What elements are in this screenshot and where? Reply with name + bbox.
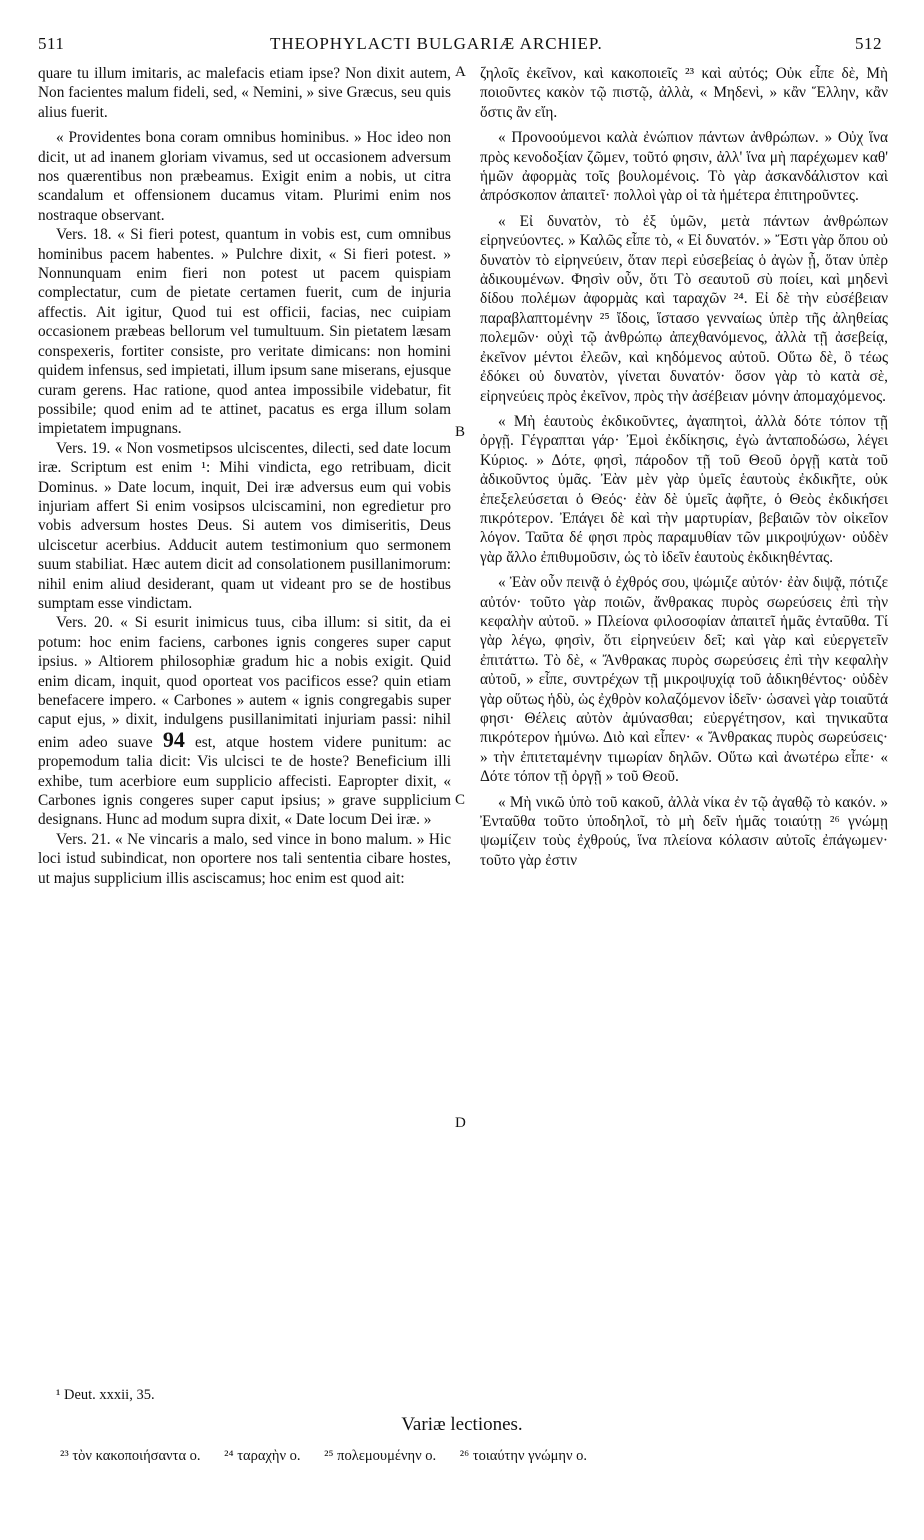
variant-reading: ²⁴ ταραχὴν ο. — [224, 1448, 301, 1464]
latin-paragraph: « Providentes bona coram omnibus hominibus. » Hoc ideo non dicit, ut ad inanem gloriam vivamus, sed ut occasionem adversum nos quærentibus non præbeamus. Exigit enim a nobis, ut citra scandalum et offensionem ducamus vitam. Plurimi enim nos nostraque observant. — [38, 129, 451, 224]
page-marker: 94 — [162, 726, 185, 752]
latin-column — [38, 64, 451, 888]
right-page-number: 512 — [855, 34, 882, 53]
footnote: ¹ Deut. xxxii, 35. — [56, 1387, 155, 1403]
greek-paragraph: « Μὴ νικῶ ὑπὸ τοῦ κακοῦ, ἀλλὰ νίκα ἐν τῷ ἀγαθῷ τὸ κακόν. » Ἐνταῦθα τοῦτο ὑποδηλοῖ, τὸ μὴ δεῖν ἡμᾶς τοιαύτῃ ²⁶ γνώμῃ ψωμίζειν τοὺς ἐχθρούς, ἵνα πλείονα κόλασιν αὐτοῖς ἐπάγωμεν· τοῦτο γὰρ ἐστιν — [480, 793, 888, 869]
latin-paragraph: Vers. 19. « Non vosmetipsos ulciscentes, dilecti, sed date locum iræ. Scriptum est enim ¹: Mihi vindicta, ego retribuam, dicit Dominus. » Date locum, inquit, Dei iræ adversus eum qui vobis injuriam affert Si enim vosipsos ulciscamini, non egredietur pro vobis adversum hostes Deus. Si autem vos dimiseritis, Deus ulciscetur acerbius. Adducit autem testimonium quo sermonem suum stabiliat. Hæc autem dicit ad consolationem pusillanimorum: nihil enim aliud desiderant, quam ut videant pro se de hostibus sumptam esse vindictam. — [38, 439, 451, 612]
left-page-number: 511 — [38, 34, 65, 53]
variant-reading: ²⁵ πολεμουμένην ο. — [324, 1448, 437, 1464]
variant-reading: ²⁶ τοιαύτην γνώμην ο. — [459, 1448, 588, 1464]
latin-text: est, atque hostem videre punitum: ac propemodum talia dicit: Vis ulcisci te de hoste? Beneficium illi exhibe, tum acerbiore eum supplicio affecisti. Eapropter dixit, « Carbones ignis congeres super caput ipsius; » grave supplicium designans. Hunc ad modum supra dixit, « Date locum Dei iræ. » — [38, 733, 451, 829]
margin-letter-a: A — [455, 64, 466, 80]
variae-lectiones-list — [60, 1448, 607, 1465]
running-title: THEOPHYLACTI BULGARIÆ ARCHIEP. — [270, 34, 603, 53]
margin-letter-b: B — [455, 424, 466, 440]
latin-paragraph: Vers. 21. « Ne vincaris a malo, sed vince in bono malum. » Hic loci istud subindicat, non oportere nos tali sententia cibare hostes, ut majus supplicium illis asciscamus; hoc enim est quod ait: — [38, 830, 451, 887]
latin-paragraph: quare tu illum imitaris, ac malefacis etiam ipse? Non dixit autem, Non facientes malum fideli, sed, « Nemini, » sive Græcus, seu quis alius fuerit. — [38, 65, 451, 121]
margin-letter-c: C — [455, 792, 466, 808]
latin-paragraph: Vers. 18. « Si fieri potest, quantum in vobis est, cum omnibus hominibus pacem habentes. » Pulchre dixit, « Si fieri potest. » Nonnunquam enim fieri non potest ut pacem quispiam complectatur, cum de pietate certamen fuerit, cum de injuria affectis. Ait igitur, Quod tui est officii, facias, nec cuipiam occasionem præbeas bellorum vel tumultuum. Sin pietatem læsam conspexeris, fortiter consiste, pro veritate dimicans: non homini quidem infensus, sed impietati, illum ipsum sane miserans, ejusque curam gerens. Hac ratione, quod antea impossibile videbatur, fit possibile; quod enim ad te attinet, pacatus es erga illum solam impietatem impugnans. — [38, 226, 451, 438]
greek-paragraph: « Προνοούμενοι καλὰ ἐνώπιον πάντων ἀνθρώπων. » Οὐχ ἵνα πρὸς κενοδοξίαν ζῶμεν, τοῦτό φησιν, ἀλλ' ἵνα μὴ παρέχωμεν καθ' ἡμῶν ἀφορμὰς τοῖς βουλομένοις. Τὸ γὰρ ἀσκανδάλιστον καὶ ἀπρόσκοπον ἀπαιτεῖ· πολλοὶ γὰρ οἱ τὰ ἡμέτερα ἐπιτηροῦντες. — [480, 129, 888, 205]
greek-column — [480, 64, 888, 870]
latin-paragraph — [38, 613, 451, 829]
variant-reading: ²³ τὸν κακοποιήσαντα ο. — [60, 1448, 201, 1464]
greek-paragraph: « Μὴ ἑαυτοὺς ἐκδικοῦντες, ἀγαπητοὶ, ἀλλὰ δότε τόπον τῇ ὀργῇ. Γέγραπται γάρ· Ἐμοὶ ἐκδίκησις, ἐγὼ ἀνταποδώσω, λέγει Κύριος. » Δότε, φησὶ, πάροδον τῇ τοῦ Θεοῦ ὀργῇ κατὰ τοῦ ἀδικοῦντος ὑμᾶς. Ἐὰν μὲν γὰρ ὑμεῖς ἑαυτοὺς ἐκδικῆτε, οὐκ ἐπεξελεύσεται ὁ Θεός· ἐὰν δὲ ὑμεῖς ἀφῆτε, ὁ Θεὸς ἐκδικήσει πικρότερον. Ἐπάγει δὲ καὶ τὴν μαρτυρίαν, βεβαιῶν τὸν οἰκεῖον λόγον. Ταῦτα δέ φησι πρὸς παραμυθίαν τῶν μικροψύχων· οὐδὲν γὰρ ἄλλο ἐπιθυμοῦσιν, ὡς τὸ ἰδεῖν ἑαυτοὺς ἐκδικηθέντας. — [480, 412, 888, 566]
variae-lectiones-title: Variæ lectiones. — [401, 1414, 523, 1435]
margin-letter-d: D — [455, 1115, 466, 1131]
latin-text: Vers. 20. « Si esurit inimicus tuus, ciba illum: si sitit, da ei potum: hoc enim faciens, carbones ignis congeres super caput ipsius. » Altiorem philosophiæ gradum hic a nobis exigit. Quid enim dicam, inquit, quod oporteat vos pacificos esse? quin etiam benefacere impero. « Carbones » autem « ignis congregabis super caput ejus, » dixit, indulgens pusillanimitati injuriam passi: nihil enim adeo suave — [38, 614, 451, 751]
greek-paragraph: « Ἐὰν οὖν πεινᾷ ὁ ἐχθρός σου, ψώμιζε αὐτόν· ἐὰν διψᾷ, πότιζε αὐτόν· τοῦτο γὰρ ποιῶν, ἄνθρακας πυρὸς σωρεύσεις ἐπὶ τὴν κεφαλὴν αὐτοῦ. » Πλείονα φιλοσοφίαν ἀπαιτεῖ ἡμᾶς ἐνταῦθα. Τί γὰρ λέγω, φησὶν, ὅτι εἰρηνεύειν δεῖ; καὶ γὰρ καὶ εὐεργετεῖν ἐπιτάττω. Τὸ δὲ, « Ἄνθρακας πυρὸς σωρεύσεις ἐπὶ τὴν κεφαλὴν αὐτοῦ, » εἶπε, συντρέχων τῇ μικροψυχίᾳ τοῦ ἀδικηθέντος· οὐδὲν γὰρ οὕτως ἡδὺ, ὡς ἐχθρὸν κολαζόμενον ἰδεῖν· ὡσανεὶ γὰρ τοιαῦτά φησι· Θέλεις αὐτὸν ἀμύνασθαι; εὐεργέτησον, καὶ τηνικαῦτα πικρότερον ἡμύνω. Διὸ καὶ εἶπεν· « Ἄνθρακας πυρὸς σωρεύσεις· » τὴν ἐπιτεταμένην τιμωρίαν δηλῶν. Οὕτω καὶ ἀνωτέρω εἶπε· « Δότε τόπον τῇ ὀργῇ » τοῦ Θεοῦ. — [480, 574, 888, 786]
greek-paragraph: « Εἰ δυνατὸν, τὸ ἐξ ὑμῶν, μετὰ πάντων ἀνθρώπων εἰρηνεύοντες. » Καλῶς εἶπε τὸ, « Εἰ δυνατόν. » Ἔστι γὰρ ὅπου οὐ δυνατὸν τὸ εἰρηνεύειν, ὅταν περὶ εὐσεβείας ὁ ἀγὼν ᾖ, ὅταν ὑπὲρ ἀδικουμένων. Φησὶν οὖν, ὅτι Τὸ σεαυτοῦ σὺ ποίει, καὶ μηδενὶ δίδου πολέμων ἀφορμὰς καὶ ταραχῶν ²⁴. Εἰ δὲ τὴν εὐσέβειαν παραβλαπτομένην ²⁵ ἴδοις, ἵστασο γενναίως ὑπὲρ τῆς ἀληθείας πολεμῶν· οὐχὶ τῷ ἀνθρώπῳ ἀπεχθανόμενος, ἀλλὰ τῇ ἀσεβείᾳ, ἐκεῖνον μέντοι ἐλεῶν, καὶ κηδόμενος αὐτοῦ. Οὕτω δὲ, ὃ τέως ἐδόκει οὐ δυνατὸν, γίνεται δυνατόν· ὅσον γὰρ τὸ κατὰ σὲ, εἰρηνεύεις πρὸς ἐκεῖνον, πρὸς τὴν ἀσέβειαν μόνην ἀπομαχόμενος. — [480, 212, 888, 405]
greek-paragraph: ζηλοῖς ἐκεῖνον, καὶ κακοποιεῖς ²³ καὶ αὐτός; Οὐκ εἶπε δὲ, Μὴ ποιοῦντες κακὸν τῷ πιστῷ, ἀλλὰ, « Μηδενὶ, » κἂν Ἕλλην, κἂν ὅστις ἂν εἴη. — [480, 65, 888, 121]
